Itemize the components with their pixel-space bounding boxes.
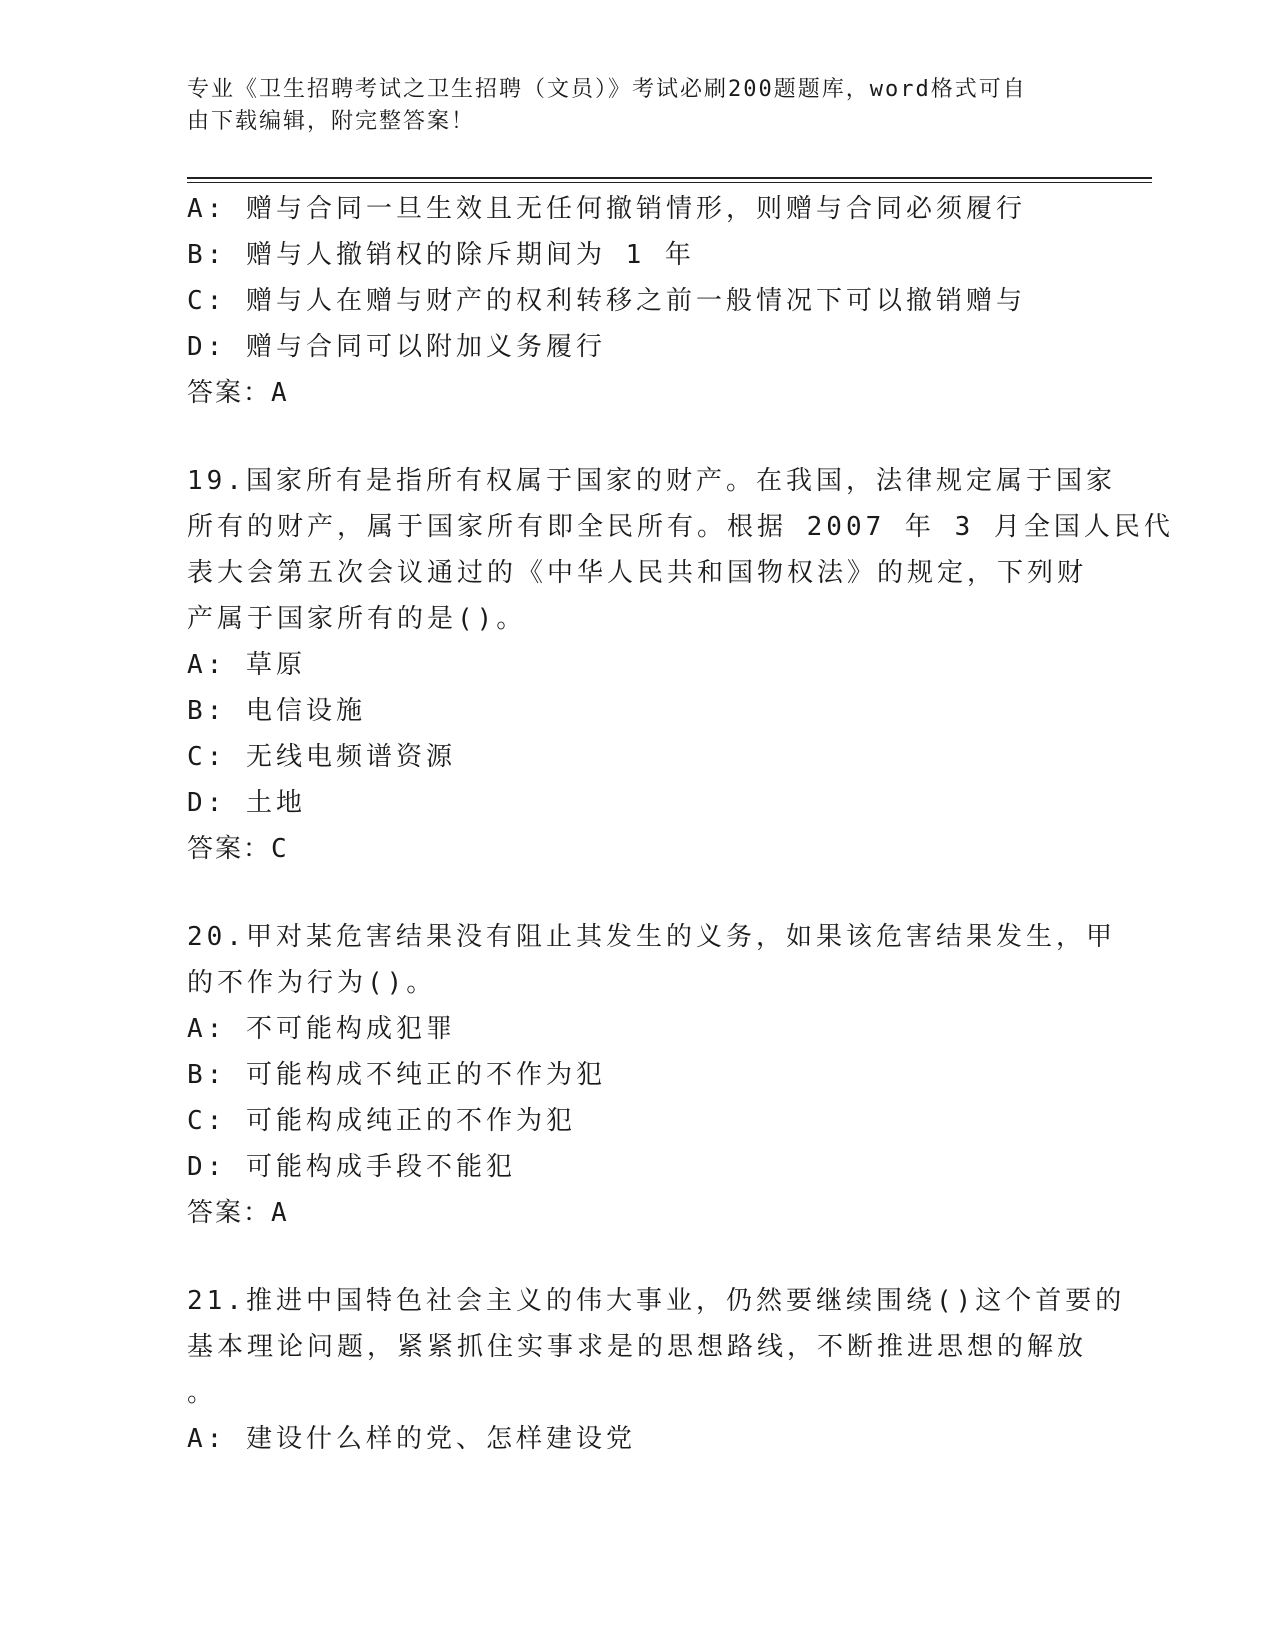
option-d: D: 可能构成手段不能犯 (187, 1152, 516, 1182)
question-stem: 所有的财产，属于国家所有即全民所有。根据 2007 年 3 月全国人民代 (187, 512, 1174, 542)
option-a: A: 不可能构成犯罪 (187, 1014, 456, 1044)
question-stem: 21.推进中国特色社会主义的伟大事业，仍然要继续围绕()这个首要的 (187, 1286, 1126, 1316)
question-stem: 。 (187, 1378, 218, 1408)
document-header (187, 74, 1067, 138)
header-rule-thick (187, 177, 1152, 179)
option-b: B: 电信设施 (187, 696, 366, 726)
question-stem: 表大会第五次会议通过的《中华人民共和国物权法》的规定，下列财 (187, 558, 1088, 588)
question-21 (187, 1278, 1126, 1462)
header-line-2: 由下载编辑，附完整答案！ (187, 109, 476, 134)
question-list (187, 186, 1174, 1462)
option-c: C: 可能构成纯正的不作为犯 (187, 1106, 576, 1136)
question-18 (187, 186, 1087, 416)
option-b: B: 赠与人撤销权的除斥期间为 1 年 (187, 240, 695, 270)
question-stem: 20.甲对某危害结果没有阻止其发生的义务，如果该危害结果发生，甲 (187, 922, 1116, 952)
answer: 答案：A (187, 378, 289, 408)
question-stem: 产属于国家所有的是()。 (187, 604, 527, 634)
option-b: B: 可能构成不纯正的不作为犯 (187, 1060, 606, 1090)
option-d: D: 赠与合同可以附加义务履行 (187, 332, 606, 362)
option-d: D: 土地 (187, 788, 306, 818)
question-stem: 的不作为行为()。 (187, 968, 437, 998)
answer: 答案：C (187, 834, 289, 864)
option-c: C: 无线电频谱资源 (187, 742, 456, 772)
option-a: A: 赠与合同一旦生效且无任何撤销情形，则赠与合同必须履行 (187, 194, 1026, 224)
question-19 (187, 458, 1174, 872)
option-c: C: 赠与人在赠与财产的权利转移之前一般情况下可以撤销赠与 (187, 286, 1026, 316)
question-stem: 基本理论问题，紧紧抓住实事求是的思想路线，不断推进思想的解放 (187, 1332, 1088, 1362)
option-a: A: 草原 (187, 650, 306, 680)
header-rule-thin (187, 182, 1152, 183)
option-a: A: 建设什么样的党、怎样建设党 (187, 1424, 636, 1454)
answer: 答案：A (187, 1198, 289, 1228)
header-line-1: 专业《卫生招聘考试之卫生招聘（文员）》考试必刷200题题库，word格式可自 (187, 77, 1027, 102)
question-stem: 19.国家所有是指所有权属于国家的财产。在我国，法律规定属于国家 (187, 466, 1116, 496)
question-20 (187, 914, 1116, 1236)
